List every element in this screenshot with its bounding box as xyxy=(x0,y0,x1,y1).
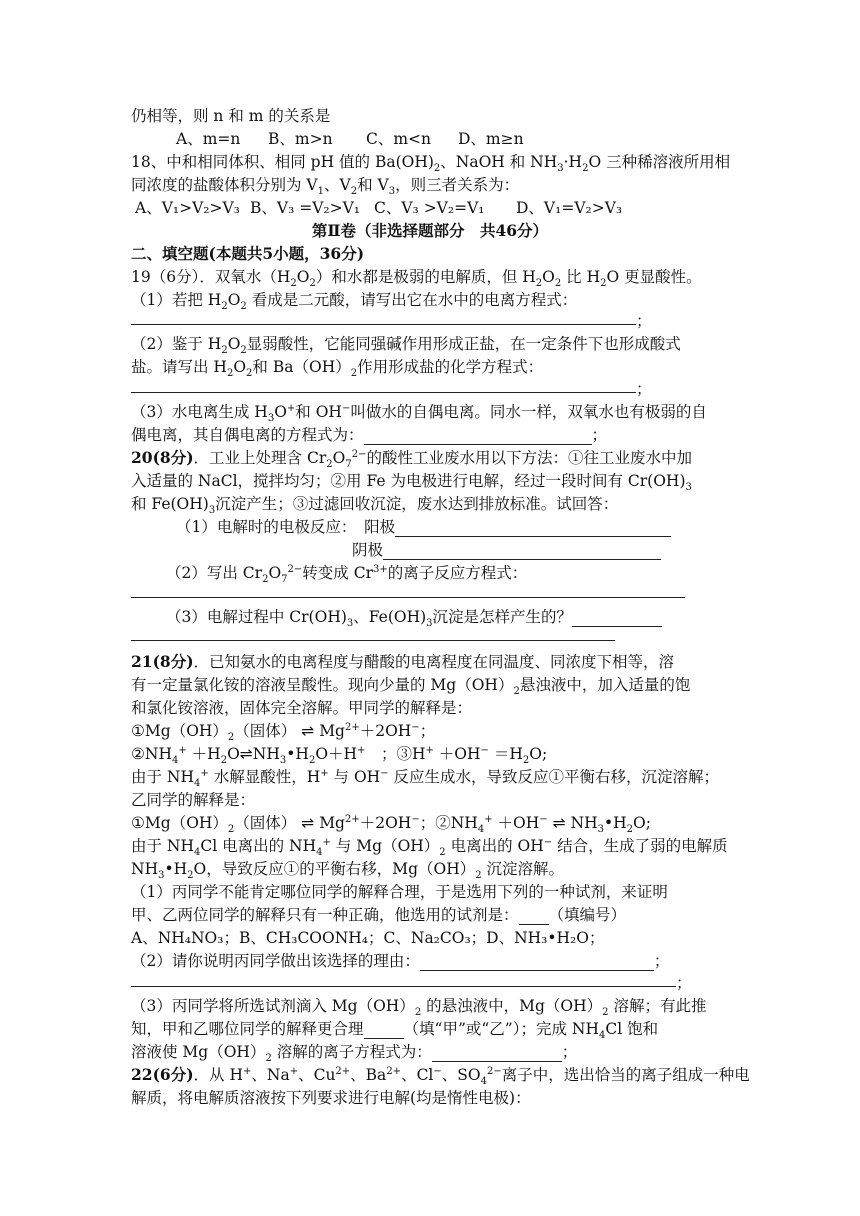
q20-number: 20(8分) xyxy=(131,448,194,467)
q18-text-d: O 三种稀溶液所用相 xyxy=(588,153,731,171)
semicolon: ； xyxy=(653,952,670,970)
sup: − xyxy=(433,1065,442,1077)
q17-tail xyxy=(131,106,330,126)
t: ＝H xyxy=(488,745,523,763)
q20-part3-answer-blank[interactable] xyxy=(572,610,662,627)
sub: 3 xyxy=(279,755,287,767)
q20-cathode-answer-blank[interactable] xyxy=(383,543,661,560)
t: 由于 NH xyxy=(131,837,195,855)
q20-part3-answer-line[interactable] xyxy=(131,640,615,641)
sub: 4 xyxy=(316,847,323,859)
t: 水解显酸性，H xyxy=(208,768,321,786)
t: 电离出的 OH xyxy=(445,837,544,855)
q20-stem-line1 xyxy=(131,448,692,471)
sub: 2 xyxy=(326,459,333,471)
t: O xyxy=(268,564,282,582)
q17-option-a: A、m=n xyxy=(176,130,241,148)
sub: 2 xyxy=(226,368,234,380)
t: O xyxy=(227,335,241,353)
q21-part1-line1: （1）丙同学不能肯定哪位同学的解释合理，于是选用下列的一种试剂，来证明 xyxy=(131,883,668,901)
q17-options xyxy=(176,129,524,149)
t: （3）电解过程中 Cr(OH) xyxy=(166,608,347,626)
t: O xyxy=(542,268,555,286)
sub: 3 xyxy=(158,870,165,882)
q19-part1 xyxy=(131,290,578,313)
sub: 3 xyxy=(557,163,564,175)
q20-cathode xyxy=(352,540,661,560)
t: 结合，生成了弱的电解质 xyxy=(552,837,728,855)
sub: 7 xyxy=(345,459,352,471)
sub: 2 xyxy=(626,824,634,836)
t: （1）若把 H xyxy=(131,291,222,309)
t: ①Mg（OH） xyxy=(131,814,228,832)
t: ．从 H xyxy=(193,1066,243,1084)
q19-part2-line2 xyxy=(131,357,544,380)
q21-yi-label: 乙同学的解释是： xyxy=(131,791,256,809)
q21-stem-line3: 和氯化铵溶液，固体完全溶解。甲同学的解释是： xyxy=(131,699,473,717)
sub: 2 xyxy=(187,870,194,882)
sup: − xyxy=(543,836,553,848)
t: 阴极 xyxy=(352,541,384,559)
q21-ionic-equation-answer-blank[interactable] xyxy=(432,1045,562,1062)
t: 偶电离，其自偶电离的方程式为： xyxy=(131,426,364,444)
t: （固体） xyxy=(234,722,297,740)
q18-option-b: B、V₃ =V₂>V₁ xyxy=(250,199,361,217)
q21-part3-line1 xyxy=(131,996,707,1019)
q22-stem-line1 xyxy=(131,1065,750,1088)
sub: 2 xyxy=(522,755,530,767)
q21-yi-explain-1 xyxy=(131,836,728,859)
sub: 2 xyxy=(227,732,235,744)
sub: 3 xyxy=(346,618,354,630)
sup: + xyxy=(357,744,366,756)
q18-text-f: 、V xyxy=(324,176,351,194)
sup: − xyxy=(411,721,420,733)
q21-part3-line2 xyxy=(131,1019,659,1042)
t: O xyxy=(233,358,247,376)
t: （固体） xyxy=(234,814,297,832)
q18-text-a: 18、中和相同体积、相同 pH 值的 Ba(OH) xyxy=(131,153,434,171)
q21-part1-options: A、NH₄NO₃；B、CH₃COONH₄；C、Na₂CO₃；D、NH₃•H₂O； xyxy=(131,929,605,947)
t: （3）水电离生成 H xyxy=(131,403,268,421)
sub: 2 xyxy=(414,1007,422,1019)
q19-stem xyxy=(131,267,702,290)
t: ②NH xyxy=(131,745,172,763)
sub: 2 xyxy=(221,345,228,357)
t: 知，甲和乙哪位同学的解释更合理 xyxy=(131,1020,364,1038)
q18-line1 xyxy=(131,152,731,175)
sub: 2 xyxy=(227,824,235,836)
sub: 2 xyxy=(246,368,253,380)
semicolon: ； xyxy=(561,1043,578,1061)
sub: 2 xyxy=(308,755,316,767)
sup: − xyxy=(380,767,389,779)
t: ．工业上处理含 Cr xyxy=(193,449,327,467)
sub: 2 xyxy=(475,870,482,882)
t: 的离子反应方程式： xyxy=(387,564,528,582)
sub: 2 xyxy=(600,278,607,290)
t: O＋H xyxy=(315,745,358,763)
sup: 2− xyxy=(287,563,303,575)
t: （3）丙同学将所选试剂滴入 Mg（OH） xyxy=(131,997,415,1015)
q18-line2: 同浓度的盐酸体积分别为 $V_1$、$V_2$和 $V_3$，则三者关系为： xyxy=(131,176,520,198)
q20-anode-answer-blank[interactable] xyxy=(395,520,671,537)
equilibrium-arrow-icon: ⇌ xyxy=(301,814,315,832)
t: •H xyxy=(286,745,309,763)
t: ＋OH xyxy=(492,814,540,832)
q18-text-g: 和 V xyxy=(357,176,389,194)
t: O，导致反应①的平衡右移，Mg（OH） xyxy=(193,860,476,878)
semicolon: ； xyxy=(636,312,652,330)
t: O; xyxy=(633,814,651,832)
sup: + xyxy=(484,813,493,825)
q17-tail-text: 仍相等，则 n 和 m 的关系是 xyxy=(131,107,331,125)
section2-title: 第Ⅱ卷（非选择题部分 共46分） xyxy=(311,221,549,240)
q22-stem-line2: 解质，将电解质溶液按下列要求进行电解(均是惰性电极)： xyxy=(131,1089,531,1107)
sub: 2 xyxy=(240,301,247,313)
t: 离子中，选出恰当的离子组成一种电 xyxy=(501,1066,750,1084)
t: 沉淀是怎样产生的？ xyxy=(432,608,573,626)
t: 、Cl xyxy=(401,1066,434,1084)
t: NH xyxy=(252,745,280,763)
t: O; xyxy=(529,745,548,763)
t: （1）电解时的电极反应： 阳极 xyxy=(176,518,396,536)
t: Cl 饱和 xyxy=(605,1020,659,1038)
sub: 4 xyxy=(598,1030,606,1042)
t: 、Cu xyxy=(298,1066,336,1084)
sup: + xyxy=(242,1065,252,1077)
t: 悬浊液中，加入适量的饱 xyxy=(519,676,691,694)
q18-option-c: C、V₃ >V₂=V₁ xyxy=(374,199,485,217)
q21-jia-eq2 xyxy=(131,744,548,767)
t: Mg xyxy=(319,814,345,832)
t: 比 H xyxy=(561,268,601,286)
q21-reason-answer-blank[interactable] xyxy=(420,954,654,971)
sub: 2 xyxy=(265,1053,272,1065)
q21-jia-eq1 xyxy=(131,721,436,744)
q21-jia-yi-answer-blank[interactable] xyxy=(364,1022,404,1039)
t: 与 Mg（OH） xyxy=(330,837,440,855)
sub: 3 xyxy=(267,413,275,425)
sub: 2 xyxy=(602,1007,609,1019)
q21-yi-eq xyxy=(131,813,651,836)
q19-part2-line1 xyxy=(131,334,681,357)
t: 叫做水的自偶电离。同水一样，双氧水也有极弱的自 xyxy=(350,403,707,421)
q21-jia-explain xyxy=(131,767,720,790)
t: O 更显酸性。 xyxy=(606,268,702,286)
q21-reagent-answer-blank[interactable] xyxy=(519,908,549,925)
t: 、Fe(OH) xyxy=(353,608,427,626)
sub: 2 xyxy=(240,345,247,357)
sub: 7 xyxy=(281,574,288,586)
sup: − xyxy=(480,744,489,756)
t: 作用形成盐的化学方程式： xyxy=(357,358,544,376)
t: 溶解的离子方程式为： xyxy=(271,1043,432,1061)
q19-part3-line2 xyxy=(131,425,607,445)
t: 反应生成水，导致反应①平衡右移，沉淀溶解； xyxy=(388,768,720,786)
t: （2）写出 Cr xyxy=(166,564,263,582)
sub: 3 xyxy=(597,824,604,836)
t: O xyxy=(296,268,310,286)
semicolon: ； xyxy=(591,426,608,444)
t: O xyxy=(227,291,241,309)
sub: 3 xyxy=(685,482,692,494)
t: 转变成 Cr xyxy=(302,564,373,582)
sup: + xyxy=(286,402,296,414)
sup: − xyxy=(411,813,420,825)
t: ； xyxy=(419,722,436,740)
t: （2）请你说明丙同学做出该选择的理由： xyxy=(131,952,420,970)
t: Cl 电离出的 NH xyxy=(200,837,317,855)
t: O xyxy=(332,449,346,467)
t: 盐。请写出 H xyxy=(131,358,227,376)
sup: − xyxy=(539,813,548,825)
sub: 2 xyxy=(439,847,446,859)
sub: 3 xyxy=(208,505,216,517)
sub: 2 xyxy=(220,755,228,767)
t: 入适量的 NaCl，搅拌均匀；②用 Fe 为电极进行电解，经过一段时间有 Cr(OH) xyxy=(131,472,686,490)
q21-stem-line1 xyxy=(131,652,674,672)
t: （填“甲”或“乙”）；完成 NH xyxy=(403,1020,599,1038)
t: 看成是二元酸，请写出它在水中的电离方程式： xyxy=(246,291,578,309)
semicolon: ； xyxy=(636,380,652,398)
sup: + xyxy=(200,767,209,779)
equilibrium-arrow-icon: ⇌ xyxy=(301,722,315,740)
sub: 2 xyxy=(433,163,441,175)
t: 显弱酸性，它能同强碱作用形成正盐，在一定条件下也形成酸式 xyxy=(246,335,681,353)
t: •H xyxy=(603,814,627,832)
sub: 2 xyxy=(513,686,520,698)
t: 有一定量氯化铵的溶液呈酸性。现向少量的 Mg（OH） xyxy=(131,676,514,694)
t: Mg xyxy=(319,722,345,740)
sub: 2 xyxy=(309,278,316,290)
t: 溶解；有此推 xyxy=(608,997,707,1015)
sub: 4 xyxy=(194,847,201,859)
q19-part3-line1 xyxy=(131,402,707,425)
t: 、SO xyxy=(441,1066,481,1084)
q20-stem-line3 xyxy=(131,494,619,517)
t: •H xyxy=(164,860,188,878)
t: （2）鉴于 H xyxy=(131,335,222,353)
sub: 2 xyxy=(290,278,297,290)
sup: + xyxy=(289,1065,299,1077)
sup: 2+ xyxy=(344,813,360,825)
sub: 3 xyxy=(388,186,396,198)
t: ．已知氨水的电离程度与醋酸的电离程度在同温度、同浓度下相等，溶 xyxy=(193,653,675,671)
q21-part3-line3 xyxy=(131,1042,578,1065)
q20-stem-line2 xyxy=(131,471,692,494)
fill-in-title: 二、填空题(本题共5小题，36分) xyxy=(131,244,365,263)
t: ＋2OH xyxy=(359,814,412,832)
q18-text-e: 同浓度的盐酸体积分别为 V xyxy=(131,176,318,194)
sub: 2 xyxy=(262,574,269,586)
t: （填编号） xyxy=(548,906,627,924)
sup: 2+ xyxy=(344,721,360,733)
t: O xyxy=(274,403,287,421)
sub: 2 xyxy=(221,301,228,313)
t: ；③H xyxy=(365,745,426,763)
t: 沉淀产生；③过滤回收沉淀，废水达到排放标准。试回答： xyxy=(215,495,619,513)
t: 和 Fe(OH) xyxy=(131,495,209,513)
q17-option-b: B、m>n xyxy=(268,130,333,148)
t: 19（6分）．双氧水（H xyxy=(131,268,291,286)
semicolon: ； xyxy=(676,974,692,992)
t: 甲、乙两位同学的解释只有一种正确，他选用的试剂是： xyxy=(131,906,519,924)
t: 的悬浊液中，Mg（OH） xyxy=(421,997,603,1015)
sub: 2 xyxy=(554,278,562,290)
sup: 2− xyxy=(351,448,367,460)
t: 溶液使 Mg（OH） xyxy=(131,1043,266,1061)
q21-stem-line2 xyxy=(131,675,691,698)
q22-number: 22(6分) xyxy=(131,1065,194,1084)
sup: 2− xyxy=(486,1065,502,1077)
q18-text-c: ·H xyxy=(563,153,583,171)
t: 沉淀溶解。 xyxy=(481,860,565,878)
t: NH xyxy=(131,860,159,878)
q21-part2 xyxy=(131,951,669,971)
sup: + xyxy=(320,767,329,779)
equilibrium-arrow-icon: ⇌ xyxy=(239,745,253,763)
q21-yi-explain-2 xyxy=(131,859,565,882)
q17-option-d: D、m≥n xyxy=(458,130,524,148)
q21-part1-line2 xyxy=(131,905,626,925)
sub: 4 xyxy=(480,1076,487,1088)
t: 和 OH xyxy=(295,403,342,421)
q20-part3 xyxy=(166,607,662,630)
sub: 2 xyxy=(350,368,358,380)
sub: 3 xyxy=(426,618,433,630)
t: 与 OH xyxy=(328,768,381,786)
t: 和 Ba（OH） xyxy=(252,358,351,376)
sup: − xyxy=(341,402,351,414)
sup: 2+ xyxy=(386,1065,402,1077)
t: ）和水都是极弱的电解质，但 H xyxy=(315,268,536,286)
q18-option-a: A、V₁>V₂>V₃ xyxy=(135,199,240,217)
t: 、Na xyxy=(251,1066,290,1084)
sup: + xyxy=(178,744,187,756)
sup: + xyxy=(322,836,331,848)
q18-text-h: ，则三者关系为： xyxy=(395,176,520,194)
t: ；②NH xyxy=(419,814,478,832)
sub: 2 xyxy=(350,186,358,198)
q19-part2-answer-line[interactable] xyxy=(131,392,636,393)
t: ＋OH xyxy=(433,745,481,763)
t: NH xyxy=(570,814,598,832)
q18-text-b: 、NaOH 和 NH xyxy=(440,153,558,171)
t: 的酸性工业废水用以下方法：①往工业废水中加 xyxy=(366,449,692,467)
sub: 2 xyxy=(582,163,589,175)
sup: 3+ xyxy=(372,563,388,575)
t: 、Ba xyxy=(350,1066,387,1084)
sup: 2+ xyxy=(335,1065,351,1077)
q19-part3-answer-blank[interactable] xyxy=(364,428,592,445)
q21-part2-answer-line[interactable] xyxy=(131,986,676,987)
q17-option-c: C、m<n xyxy=(366,130,432,148)
t: O xyxy=(227,745,240,763)
t: ＋2OH xyxy=(359,722,412,740)
q21-number: 21(8分) xyxy=(131,652,194,671)
equilibrium-arrow-icon: ⇌ xyxy=(552,814,566,832)
q20-part2 xyxy=(166,563,528,586)
q19-part1-answer-line[interactable] xyxy=(131,324,636,325)
sup: + xyxy=(425,744,434,756)
sub: 4 xyxy=(171,755,179,767)
q18-options xyxy=(135,198,622,218)
t: ＋H xyxy=(186,745,221,763)
q20-part2-answer-line[interactable] xyxy=(131,597,685,598)
t: ①Mg（OH） xyxy=(131,722,228,740)
sub: 4 xyxy=(194,778,201,790)
q18-option-d: D、V₁=V₂>V₃ xyxy=(516,199,623,217)
t: 由于 NH xyxy=(131,768,195,786)
q20-part1 xyxy=(176,517,671,537)
sub: 2 xyxy=(535,278,543,290)
sub: 4 xyxy=(477,824,485,836)
